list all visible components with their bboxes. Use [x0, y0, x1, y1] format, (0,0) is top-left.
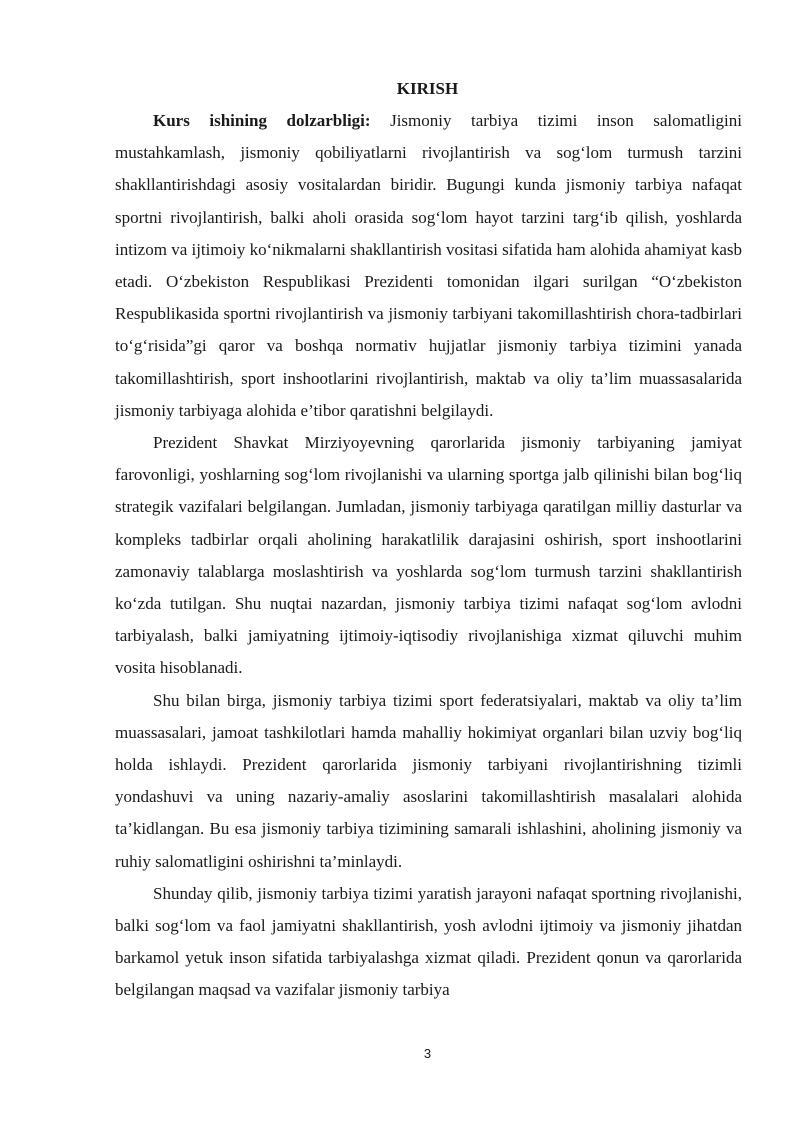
paragraph-text: Prezident Shavkat Mirziyoyevning qarorlarida jismoniy tarbiyaning jamiyat farovonligi, yoshlarning sog‘lom rivojlanishi va ularning sportga jalb qilinishi bilan bog‘liq strategik vazifalari belgilangan. Jumladan, jismoniy tarbiyaga qaratilgan milliy dasturlar va kompleks tadbirlar orqali aholining harakatlilik darajasini oshirish, sport inshootlarini zamonaviy talablarga moslashtirish va yoshlarda sog‘lom turmush tarzini shakllantirish ko‘zda tutilgan. Shu nuqtai nazardan, jismoniy tarbiya tizimi nafaqat sog‘lom avlodni tarbiyalash, balki jamiyatning ijtimoiy-iqtisodiy rivojlanishiga xizmat qiluvchi muhim vosita hisoblanadi.: [115, 433, 742, 678]
paragraph-relevance: [115, 105, 742, 427]
paragraph-text: Shu bilan birga, jismoniy tarbiya tizimi sport federatsiyalari, maktab va oliy ta’lim muassasalari, jamoat tashkilotlari hamda mahalliy hokimiyat organlari bilan uzviy bog‘liq holda ishlaydi. Prezident qarorlarida jismoniy tarbiyani rivojlantirishning tizimli yondashuvi va uning nazariy-amaliy asoslarini takomillashtirish masalalari alohida ta’kidlangan. Bu esa jismoniy tarbiya tizimining samarali ishlashini, aholining jismoniy va ruhiy salomatligini oshirishni ta’minlaydi.: [115, 690, 742, 871]
body-text: [115, 105, 742, 1007]
section-heading: KIRISH: [396, 79, 459, 98]
page-number: 3: [423, 1046, 432, 1061]
paragraph-lead: Kurs ishining dolzarbligi:: [153, 111, 371, 130]
paragraph-presidential-decisions: [115, 427, 742, 685]
paragraph-text: Jismoniy tarbiya tizimi inson salomatligini mustahkamlash, jismoniy qobiliyatlarni rivojlantirish va sog‘lom turmush tarzini shakllantirishdagi asosiy vositalardan biridir. Bugungi kunda jismoniy tarbiya nafaqat sportni rivojlantirish, balki aholi orasida sog‘lom hayot tarzini targ‘ib qilish, yoshlarda intizom va ijtimoiy ko‘nikmalarni shakllantirish vositasi sifatida ham alohida ahamiyat kasb etadi. O‘zbekiston Respublikasi Prezidenti tomonidan ilgari surilgan “O‘zbekiston Respublikasida sportni rivojlantirish va jismoniy tarbiyani takomillashtirish chora-tadbirlari to‘g‘risida”gi qaror va boshqa normativ hujjatlar jismoniy tarbiya tizimini yanada takomillashtirish, sport inshootlarini rivojlantirish, maktab va oliy ta’lim muassasalarida jismoniy tarbiyaga alohida e’tibor qaratishni belgilaydi.: [115, 111, 743, 420]
paragraph-conclusion: [115, 878, 742, 1007]
paragraph-text: Shunday qilib, jismoniy tarbiya tizimi yaratish jarayoni nafaqat sportning rivojlanishi, balki sog‘lom va faol jamiyatni shakllantirish, yosh avlodni ijtimoiy va jismoniy jihatdan barkamol yetuk inson sifatida tarbiyalashga xizmat qiladi. Prezident qonun va qarorlarida belgilangan maqsad va vazifalar jismoniy tarbiya: [115, 883, 742, 1000]
paragraph-institutions: [115, 685, 742, 878]
